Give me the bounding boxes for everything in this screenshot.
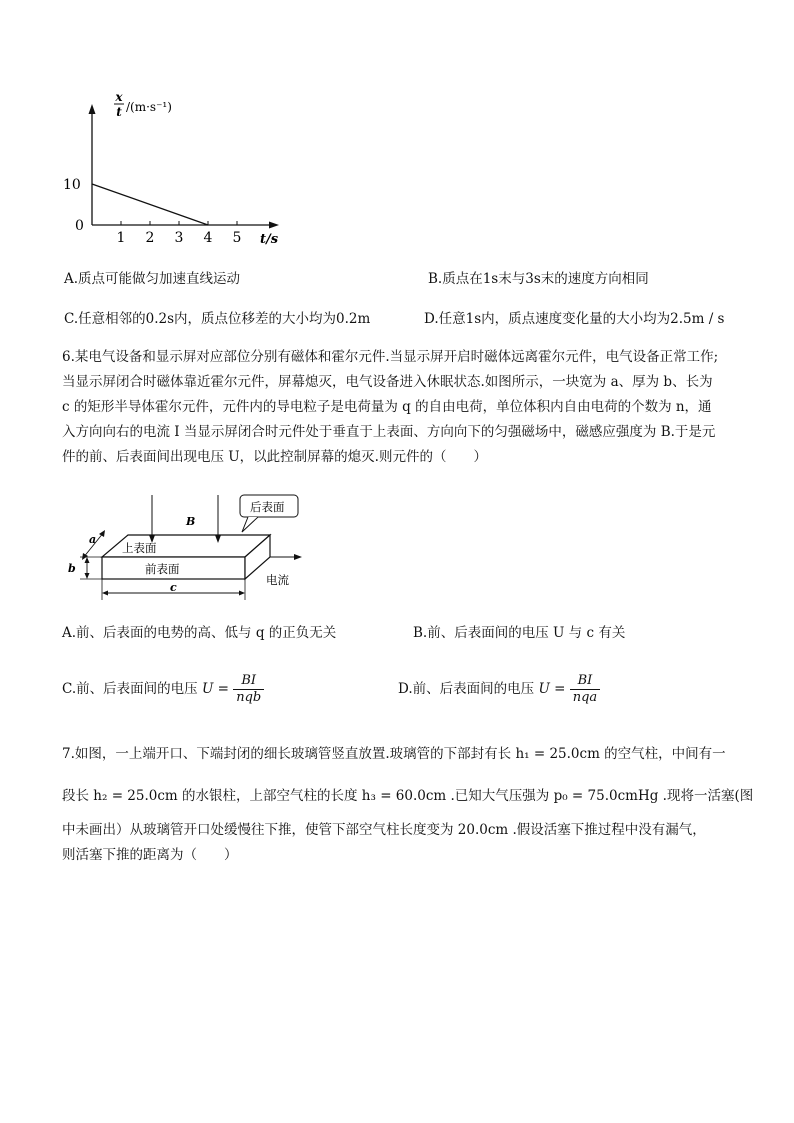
back-surface-label: 后表面 xyxy=(250,500,285,514)
q6-option-d-fraction xyxy=(570,673,600,706)
q6-option-c-lhs: U = xyxy=(201,681,229,697)
current-label: 电流 xyxy=(266,573,289,587)
q6-option-d-denominator: nqa xyxy=(572,690,598,705)
dim-a-label: a xyxy=(89,533,97,546)
q6-option-c-denominator: nqb xyxy=(236,690,262,705)
q6-line-5: 件的前、后表面间出现电压 U，以此控制屏幕的熄灭.则元件的（ ） xyxy=(62,449,487,465)
front-face-label: 前表面 xyxy=(145,562,180,576)
y-label-numerator: x xyxy=(115,90,123,104)
hall-element-figure xyxy=(60,490,320,605)
current-arrowhead xyxy=(294,554,302,560)
q7-line-3: 中未画出）从玻璃管开口处缓慢往下推，使管下部空气柱长度变为 20.0cm .假设活塞下推过程中没有漏气， xyxy=(62,822,706,838)
x-tick-label: 2 xyxy=(145,230,155,246)
x-tick-label: 3 xyxy=(174,230,184,246)
dim-b-arrow-1 xyxy=(85,557,90,563)
q6-option-c xyxy=(62,670,264,708)
q6-option-c-prefix: C.前、后表面间的电压 xyxy=(62,681,198,697)
x-axis-label: t/s xyxy=(260,232,279,247)
velocity-graph xyxy=(55,90,295,250)
q6-line-4: 入方向向右的电流 I 当显示屏闭合时元件处于垂直于上表面、方向向下的匀强磁场中，磁感应强度为 B.于是元 xyxy=(62,424,716,440)
dim-b-label: b xyxy=(68,562,76,575)
q5-option-d: D.任意1s内，质点速度变化量的大小均为2.5m / s xyxy=(424,311,725,327)
q7-line-1: 7.如图，一上端开口、下端封闭的细长玻璃管竖直放置.玻璃管的下部封有长 h₁ = 25.0cm 的空气柱，中间有一 xyxy=(62,746,726,762)
q6-line-1: 6.某电气设备和显示屏对应部位分别有磁体和霍尔元件.当显示屏开启时磁体远离霍尔元件，电气设备正常工作; xyxy=(62,349,719,365)
x-tick-label: 4 xyxy=(203,230,213,246)
y-axis-arrow xyxy=(89,104,96,114)
top-face-label: 上表面 xyxy=(122,541,157,555)
q6-line-3: c 的矩形半导体霍尔元件，元件内的导电粒子是电荷量为 q 的自由电荷，单位体积内自由电荷的个数为 n，通 xyxy=(62,399,712,415)
x-axis-arrow xyxy=(269,222,279,229)
dim-b-arrow-2 xyxy=(85,573,90,579)
y-label-denominator: t xyxy=(116,105,122,119)
q5-option-b: B.质点在1s末与3s末的速度方向相同 xyxy=(428,271,649,287)
y-label-unit: /(m·s⁻¹) xyxy=(126,100,172,114)
q6-option-d xyxy=(398,670,600,708)
y-tick-label: 10 xyxy=(63,177,81,193)
dim-c-arrow-2 xyxy=(239,591,245,596)
q6-line-2: 当显示屏闭合时磁体靠近霍尔元件，屏幕熄灭，电气设备进入休眠状态.如图所示，一块宽为 a、厚为 b、长为 xyxy=(62,374,713,390)
q6-option-d-prefix: D.前、后表面间的电压 xyxy=(398,681,535,697)
b-label: B xyxy=(186,515,196,528)
x-tick-label: 5 xyxy=(232,230,242,246)
callout-pointer xyxy=(242,517,258,532)
data-line xyxy=(92,184,208,225)
dim-c-arrow-1 xyxy=(102,591,108,596)
q6-stem xyxy=(62,345,742,470)
q5-option-c: C.任意相邻的0.2s内，质点位移差的大小均为0.2m xyxy=(64,311,371,327)
dim-a-arrow-2 xyxy=(99,530,105,537)
q6-option-c-fraction xyxy=(233,673,264,706)
q7-line-2: 段长 h₂ = 25.0cm 的水银柱，上部空气柱的长度 h₃ = 60.0cm .已知大气压强为 p₀ = 75.0cmHg .现将一活塞(图 xyxy=(62,788,754,804)
q6-option-d-lhs: U = xyxy=(538,681,566,697)
x-tick-label: 1 xyxy=(116,230,126,246)
origin-label: 0 xyxy=(75,218,84,234)
q6-option-d-numerator: BI xyxy=(570,673,600,690)
dim-c-label: c xyxy=(170,581,177,594)
q6-option-b: B.前、后表面间的电压 U 与 c 有关 xyxy=(413,625,626,641)
q6-option-c-numerator: BI xyxy=(233,673,264,690)
q5-option-a: A.质点可能做匀加速直线运动 xyxy=(64,271,241,287)
q6-option-a: A.前、后表面的电势的高、低与 q 的正负无关 xyxy=(62,625,337,641)
q7-line-4: 则活塞下推的距离为（ ） xyxy=(62,847,238,863)
